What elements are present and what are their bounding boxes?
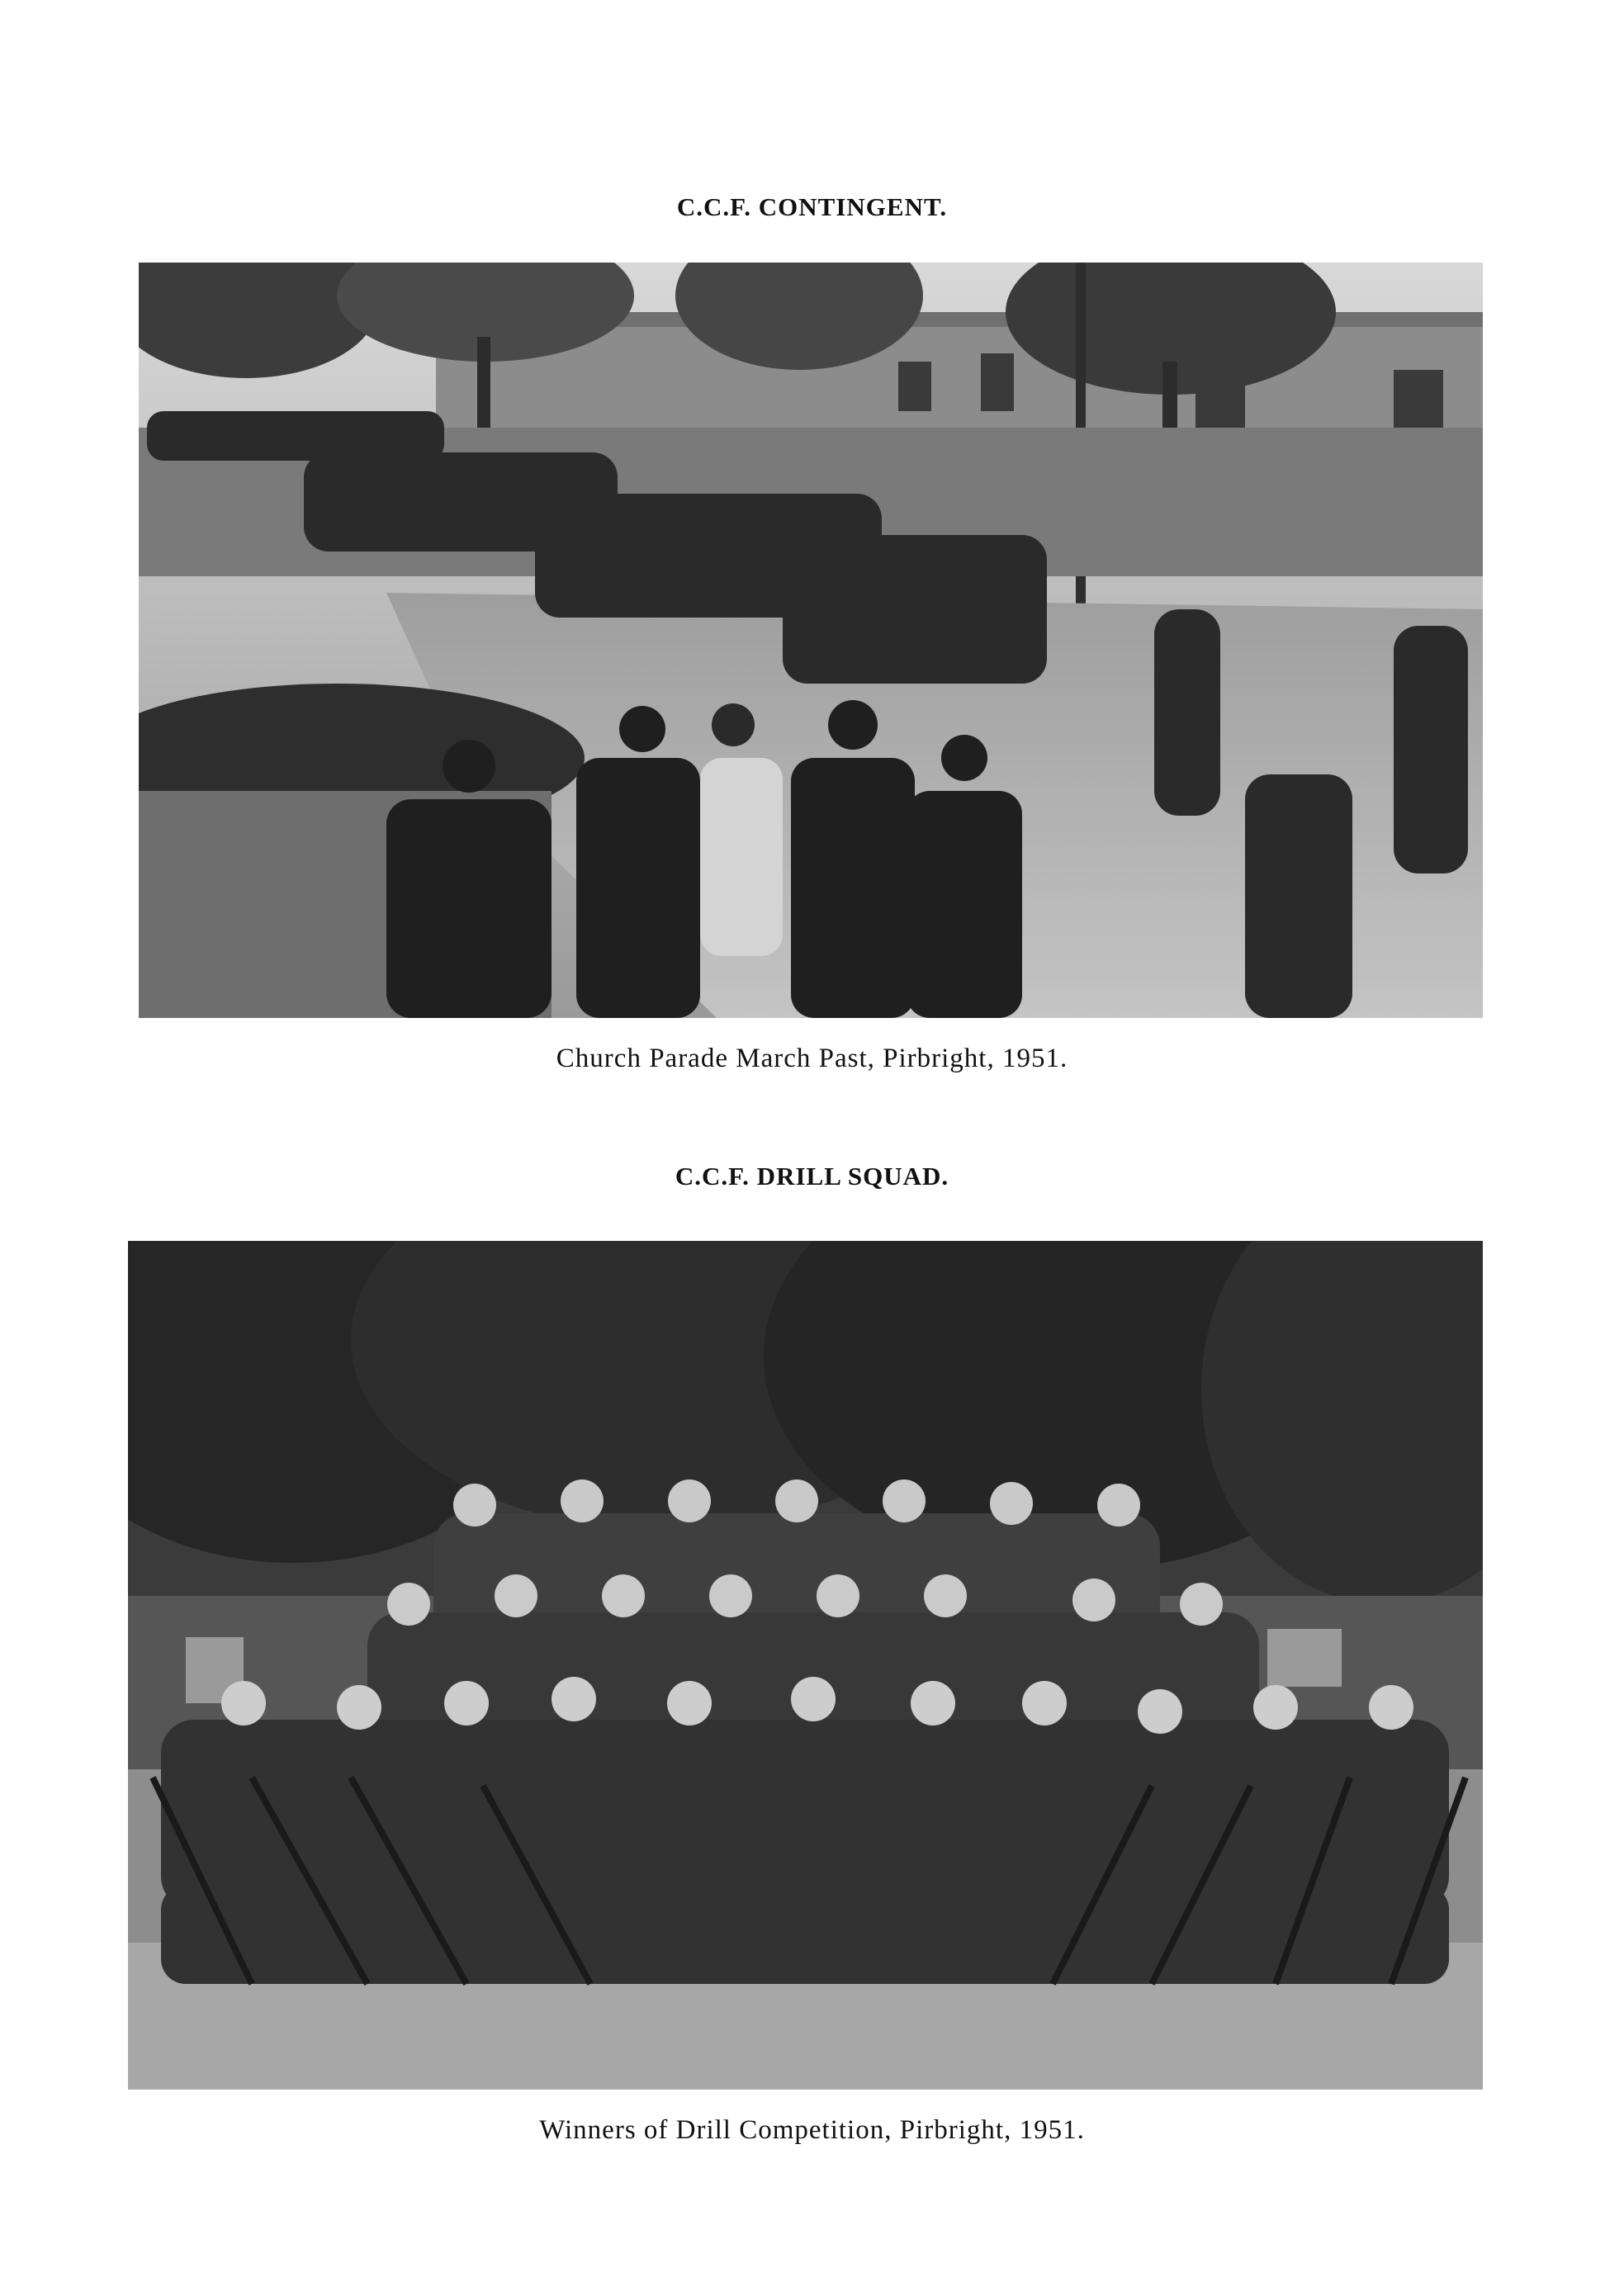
photo-caption-drill-competition: Winners of Drill Competition, Pirbright, 1951. [539,2115,1085,2145]
church-parade-photo-graphic [139,263,1483,1018]
drill-squad-photo-graphic [128,1241,1483,2090]
church-parade-photo [139,263,1483,1018]
drill-squad-photo [128,1241,1483,2090]
section-heading-drill-squad: C.C.F. DRILL SQUAD. [675,1162,949,1191]
photo-caption-church-parade: Church Parade March Past, Pirbright, 1951. [556,1044,1068,1073]
section-heading-contingent: C.C.F. CONTINGENT. [676,192,948,221]
